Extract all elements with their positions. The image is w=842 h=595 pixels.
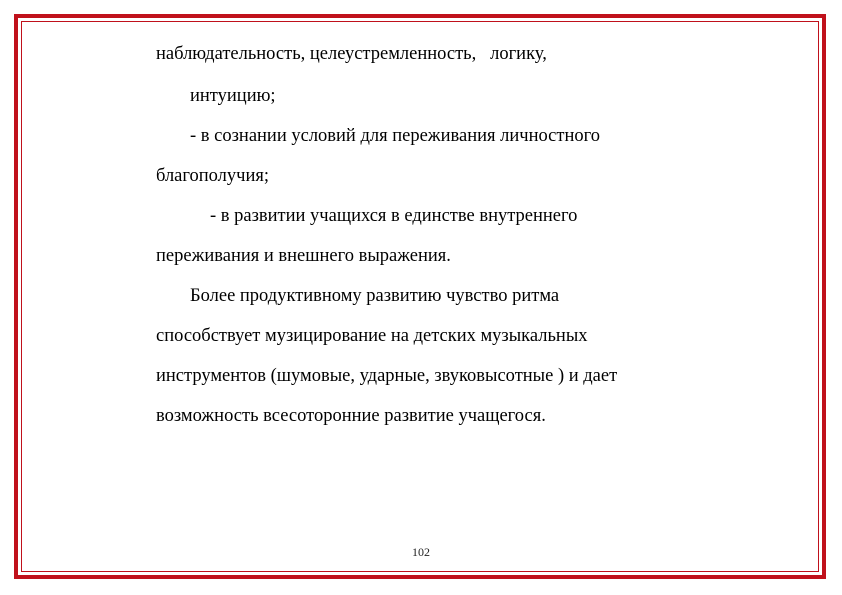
text-line-9: инструментов (шумовые, ударные, звуковысотные ) и дает — [156, 366, 618, 386]
text-line-6: переживания и внешнего выражения. — [156, 246, 451, 266]
text-line-1: наблюдательность, целеустремленность, логику, — [156, 44, 547, 64]
text-line-5: - в развитии учащихся в единстве внутреннего — [210, 206, 578, 226]
text-line-2: интуицию; — [190, 86, 276, 106]
text-line-10: возможность всесоторонние развитие учащегося. — [156, 406, 546, 426]
text-line-3: - в сознании условий для переживания личностного — [190, 126, 600, 146]
page-number: 102 — [412, 545, 430, 559]
text-line-7: Более продуктивному развитию чувство ритма — [190, 286, 560, 306]
text-line-4: благополучия; — [156, 166, 270, 186]
text-line-8: способствует музицирование на детских музыкальных — [156, 326, 588, 346]
